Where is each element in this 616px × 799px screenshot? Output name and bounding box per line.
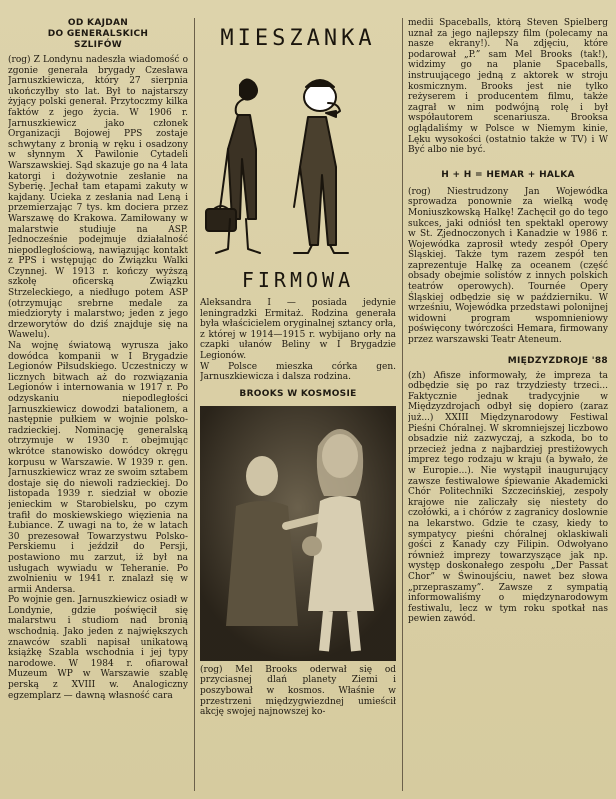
article-body-miedzyzdroje: (zh) Afisze informowały, że impreza ta odbędzie się po raz trzydziesty trzeci... Faktycznie jednak tradycyjnie w Międzyzdrojach odbył się dopiero (zaraz już...) XXIII Międzynarodowy Festiwal Pieśni Chóralnej. W skromniejszej liczbowo obsadzie niż zazwyczaj, a szkoda, bo to przecież jedna z najbardziej prestiżowych imprez tego rodzaju w kraju (a bywało, że w Europie...). Nie wystąpił inaugurujący zawsze festiwalowe śpiewanie Akademicki Chór Politechniki Szczecińskiej, zespoły krajowe nie zaliczały się niestety do czołówki, a i chórów z zagranicy doslownie na lekarstwo. Gdzie te czasy, kiedy to sympatycy pieśni chóralnej oklaskiwali gości z Kanady czy Filipin. Odwołyano również imprezy towarzyszące jak np. występ doskonałego zespołu „Der Passat Chor” w Świnoujściu, nawet bez słowa „przepraszamy”. Zawsze z sympatią informowaliśmy o międzynarodowym festiwalu, lecz w tym roku spotkał nas pewien zawód. — [408, 370, 608, 625]
section-title-firmowa: FIRMOWA — [241, 268, 355, 292]
article-body-firmowa: Aleksandra I — posiada jedynie leningradzki Ermitaż. Rodzina generała była właścicielem oryginalnej sztancy orła, z której w 1914—1915 r. wybijano orły na czapki ułanów Beliny w I Brygadzie Legionów. W Polsce mieszka córka gen. Jarnuszkiewicza i dalsza rodzina. — [200, 298, 396, 383]
photo-caption-brooks: (rog) Mel Brooks oderwał się od przyciasnej dlań planety Ziemi i poszybował w kosmos. Właśnie w przestrzeni międzygwiezdnej umieścił akcję swojej najnowszej ko- — [200, 664, 396, 718]
article-body-kajdany: (rog) Z Londynu nadeszła wiadomość o zgonie generała brygady Czesława Jarnuszkiewicza, który 27 sierpnia ukończyłby sto lat. Był to najstarszy żyjący polski generał. Przytoczmy kilka faktów z jego życia. W 1906 r. Jarnuszkiewicz jako członek Organizacji Bojowej PPS zostaje schwytany z bronią w ręku i osadzony w słynnym X Pawilonie Cytadeli Warszawskiej. Sąd skazuje go na 4 lata katorgi i dożywotnie zesłanie na Syberię. Jechał tam etapami zakuty w kajdany. Ucieka z zesłania nad Leną i przemierzając 7 tys. km dociera przez Warszawę do Krakowa. Zamiłowany w malarstwie studiuje na ASP. Jednocześnie podejmuje działalność niepodległościową, nawiązując kontakt z PPS i wstępując do Związku Walki Czynnej. W 1913 r. kończy wyższą szkołę oficerską Związku Strzeleckiego, a niedługo potem ASP (otrzymując srebrne medale za miedzioryty i malarstwo; jeden z jego drzeworytów do dziś znajduje się na Wawelu). Na wojnę światową wyrusza jako dowódca kompanii w I Brygadzie Legionów Piłsudskiego. Uczestniczy w licznych bitwach aż do rozwiązania Legionów i internowania w 1917 r. Po odzyskaniu niepodległości Jarnuszkiewicz dowodzi batalionem, a następnie pułkiem w wojnie polsko-radzieckiej. Nominację generalską otrzymuje w 1930 r. obejmując wkrótce stanowisko dowódcy okręgu korpusu w Warszawie. W 1939 r. gen. Jarnuszkiewicz wraz ze swoim sztabem dostaje się do niewoli radzieckiej. Do listopada 1939 r. siedział w obozie jenieckim w Starobielsku, po czym trafił do moskiewskiego więzienia na Łubiance. Z uwagi na to, że w latach 30 prezesował Towarzystwu Polsko-Perskiemu i jeździł do Persji, postawiono mu zarzut, iż był na usługach wywiadu w Teheranie. Po zwolnieniu w 1941 r. znalazł się w armii Andersa. Po wojnie gen. Jarnuszkiewicz osiadł w Londynie, gdzie poświęcił się malarstwu i studiom nad bronią wschodnią. Jako jeden z największych znawców szabli napisał unikatową książkę Szabla wschodnia i jej typy narodowe. W 1984 r. ofiarował Muzeum WP w Warszawie szablę perską z XVIII w. Analogiczny egzemplarz — dawną własność cara — [8, 55, 188, 701]
article-headline-brooks: BROOKS W KOSMOSIE — [239, 388, 357, 399]
right-column — [408, 18, 608, 791]
article-body-hemar: (rog) Niestrudzony Jan Wojewódka sprowadza ponownie za wielką wodę Moniuszkowską Halkę! Zachęcił go do tego sukces, jaki odniósł ten spektakl operowy w St. Zjednoczonych i Kanadzie w 1986 r. Wojewódka zaprosił wtedy zespół Opery Śląskiej. Także tym razem zespół ten zaprezentuje Halkę za oceanem (część obsady obejmie solistów z innych polskich teatrów operowych). Tournée Opery Śląskiej odbędzie się w październiku. W wrześniu, Wojewódka przedstawi polonijnej widowni program wspomnieniowy poświęcony twórczości Hemara, firmowany przez warszawski Teatr Ateneum. — [408, 186, 608, 346]
left-column — [8, 18, 188, 791]
middle-column — [200, 18, 396, 791]
photo-mel-brooks — [200, 406, 396, 661]
cartoon-illustration — [200, 57, 396, 262]
article-headline-miedzyzdroje: MIĘDZYZDROJE '88 — [507, 355, 608, 366]
article-headline-hemar: H + H = HEMAR + HALKA — [441, 169, 575, 180]
section-title-mieszanka: MIESZANKA — [220, 26, 376, 51]
article-headline-kajdany: OD KAJDAN DO GENERALSKICH SZLIFÓW — [47, 18, 149, 50]
article-body-brooks-continued: medii Spaceballs, którą Steven Spielberg uznał za jego najlepszy film (polecamy na nasze ekrany!). Na zdjęciu, które podarował „P.” sam Mel Brooks (tak!), widzimy go na planie Spaceballs, instruującego jedną z aktorek w stroju kosmicznym. Brooks jest nie tylko reżyserem i producentem filmu, także zagrał w nim podwójną rolę i był współautorem scenariusza. Brooksa oglądaliśmy w Polsce w Niemym kinie, Lęku wysokości (ostatnio także w TV) i W Być albo nie być. — [408, 18, 608, 156]
column-rule — [194, 18, 195, 791]
column-rule — [402, 18, 403, 791]
